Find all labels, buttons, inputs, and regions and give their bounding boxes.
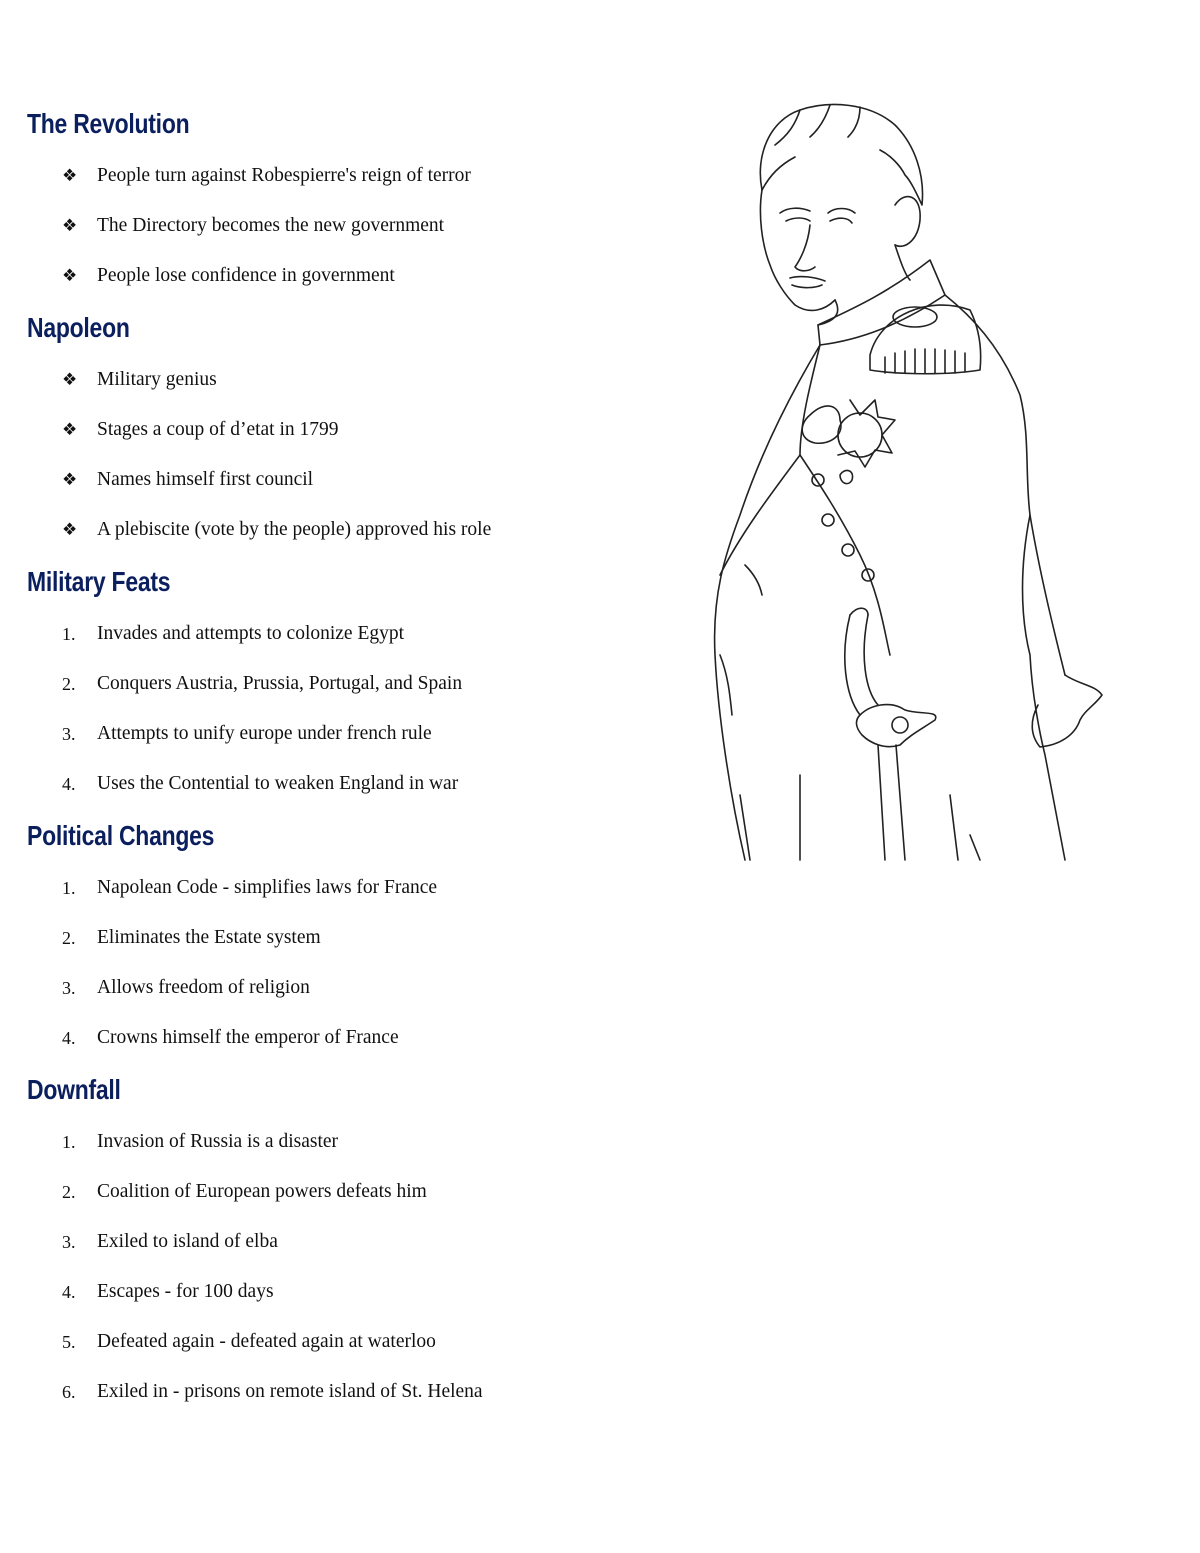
list-item bbox=[27, 201, 647, 251]
list-number: 6. bbox=[62, 1382, 76, 1402]
document-body bbox=[27, 97, 647, 1417]
list-item bbox=[27, 963, 647, 1013]
list-item bbox=[27, 405, 647, 455]
napoleon-portrait-illustration bbox=[700, 95, 1120, 865]
section-heading: Political Changes bbox=[27, 820, 215, 851]
list-number: 2. bbox=[62, 1182, 76, 1202]
list-item-text: Exiled in - prisons on remote island of St. Helena bbox=[97, 1381, 483, 1402]
diamond-bullet-icon: ❖ bbox=[62, 420, 78, 439]
list-number: 2. bbox=[62, 928, 76, 948]
list-number: 5. bbox=[62, 1332, 76, 1352]
list-item bbox=[27, 455, 647, 505]
section-heading: Military Feats bbox=[27, 566, 171, 597]
list-item-text: The Directory becomes the new government bbox=[97, 215, 445, 236]
list-item-text: Uses the Contential to weaken England in war bbox=[97, 773, 459, 794]
section-heading: The Revolution bbox=[27, 108, 190, 139]
list-number: 1. bbox=[62, 624, 76, 644]
list-number: 1. bbox=[62, 1132, 76, 1152]
list-item bbox=[27, 1167, 647, 1217]
diamond-bullet-icon: ❖ bbox=[62, 470, 78, 489]
list-number: 4. bbox=[62, 1028, 76, 1048]
list-item-text: Invasion of Russia is a disaster bbox=[97, 1131, 339, 1152]
list-item-text: Allows freedom of religion bbox=[97, 977, 310, 998]
list-item-text: Stages a coup of d’etat in 1799 bbox=[97, 419, 339, 440]
list-item bbox=[27, 1267, 647, 1317]
list-number: 3. bbox=[62, 1232, 76, 1252]
list-item bbox=[27, 913, 647, 963]
list-item-text: Exiled to island of elba bbox=[97, 1231, 278, 1252]
list-item-text: Attempts to unify europe under french rule bbox=[97, 723, 432, 744]
list-item bbox=[27, 759, 647, 809]
list-number: 1. bbox=[62, 878, 76, 898]
diamond-bullet-icon: ❖ bbox=[62, 520, 78, 539]
list-number: 2. bbox=[62, 674, 76, 694]
diamond-bullet-icon: ❖ bbox=[62, 166, 78, 185]
list-item-text: Conquers Austria, Prussia, Portugal, and Spain bbox=[97, 673, 463, 694]
list-number: 3. bbox=[62, 978, 76, 998]
list-item bbox=[27, 609, 647, 659]
list-item-text: Invades and attempts to colonize Egypt bbox=[97, 623, 405, 644]
diamond-bullet-icon: ❖ bbox=[62, 266, 78, 285]
list-item-text: Eliminates the Estate system bbox=[97, 927, 321, 948]
section-heading: Downfall bbox=[27, 1074, 121, 1105]
list-number: 4. bbox=[62, 1282, 76, 1302]
list-item bbox=[27, 355, 647, 405]
list-number: 4. bbox=[62, 774, 76, 794]
list-item bbox=[27, 151, 647, 201]
diamond-bullet-icon: ❖ bbox=[62, 370, 78, 389]
list-item-text: Coalition of European powers defeats him bbox=[97, 1181, 427, 1202]
diamond-bullet-icon: ❖ bbox=[62, 216, 78, 235]
list-number: 3. bbox=[62, 724, 76, 744]
list-item-text: Napolean Code - simplifies laws for France bbox=[97, 877, 438, 898]
list-item-text: Escapes - for 100 days bbox=[97, 1281, 274, 1302]
list-item bbox=[27, 863, 647, 913]
list-item bbox=[27, 505, 647, 555]
list-item bbox=[27, 251, 647, 301]
list-item bbox=[27, 709, 647, 759]
section-heading: Napoleon bbox=[27, 312, 130, 343]
list-item bbox=[27, 659, 647, 709]
list-item bbox=[27, 1117, 647, 1167]
list-item-text: A plebiscite (vote by the people) approved his role bbox=[97, 519, 492, 540]
list-item-text: People lose confidence in government bbox=[97, 265, 395, 286]
list-item bbox=[27, 1317, 647, 1367]
list-item bbox=[27, 1367, 647, 1417]
list-item-text: Crowns himself the emperor of France bbox=[97, 1027, 399, 1048]
list-item bbox=[27, 1217, 647, 1267]
list-item-text: Military genius bbox=[97, 369, 217, 390]
list-item-text: Names himself first council bbox=[97, 469, 314, 490]
list-item-text: People turn against Robespierre's reign of terror bbox=[97, 165, 471, 186]
list-item bbox=[27, 1013, 647, 1063]
list-item-text: Defeated again - defeated again at waterloo bbox=[97, 1331, 436, 1352]
